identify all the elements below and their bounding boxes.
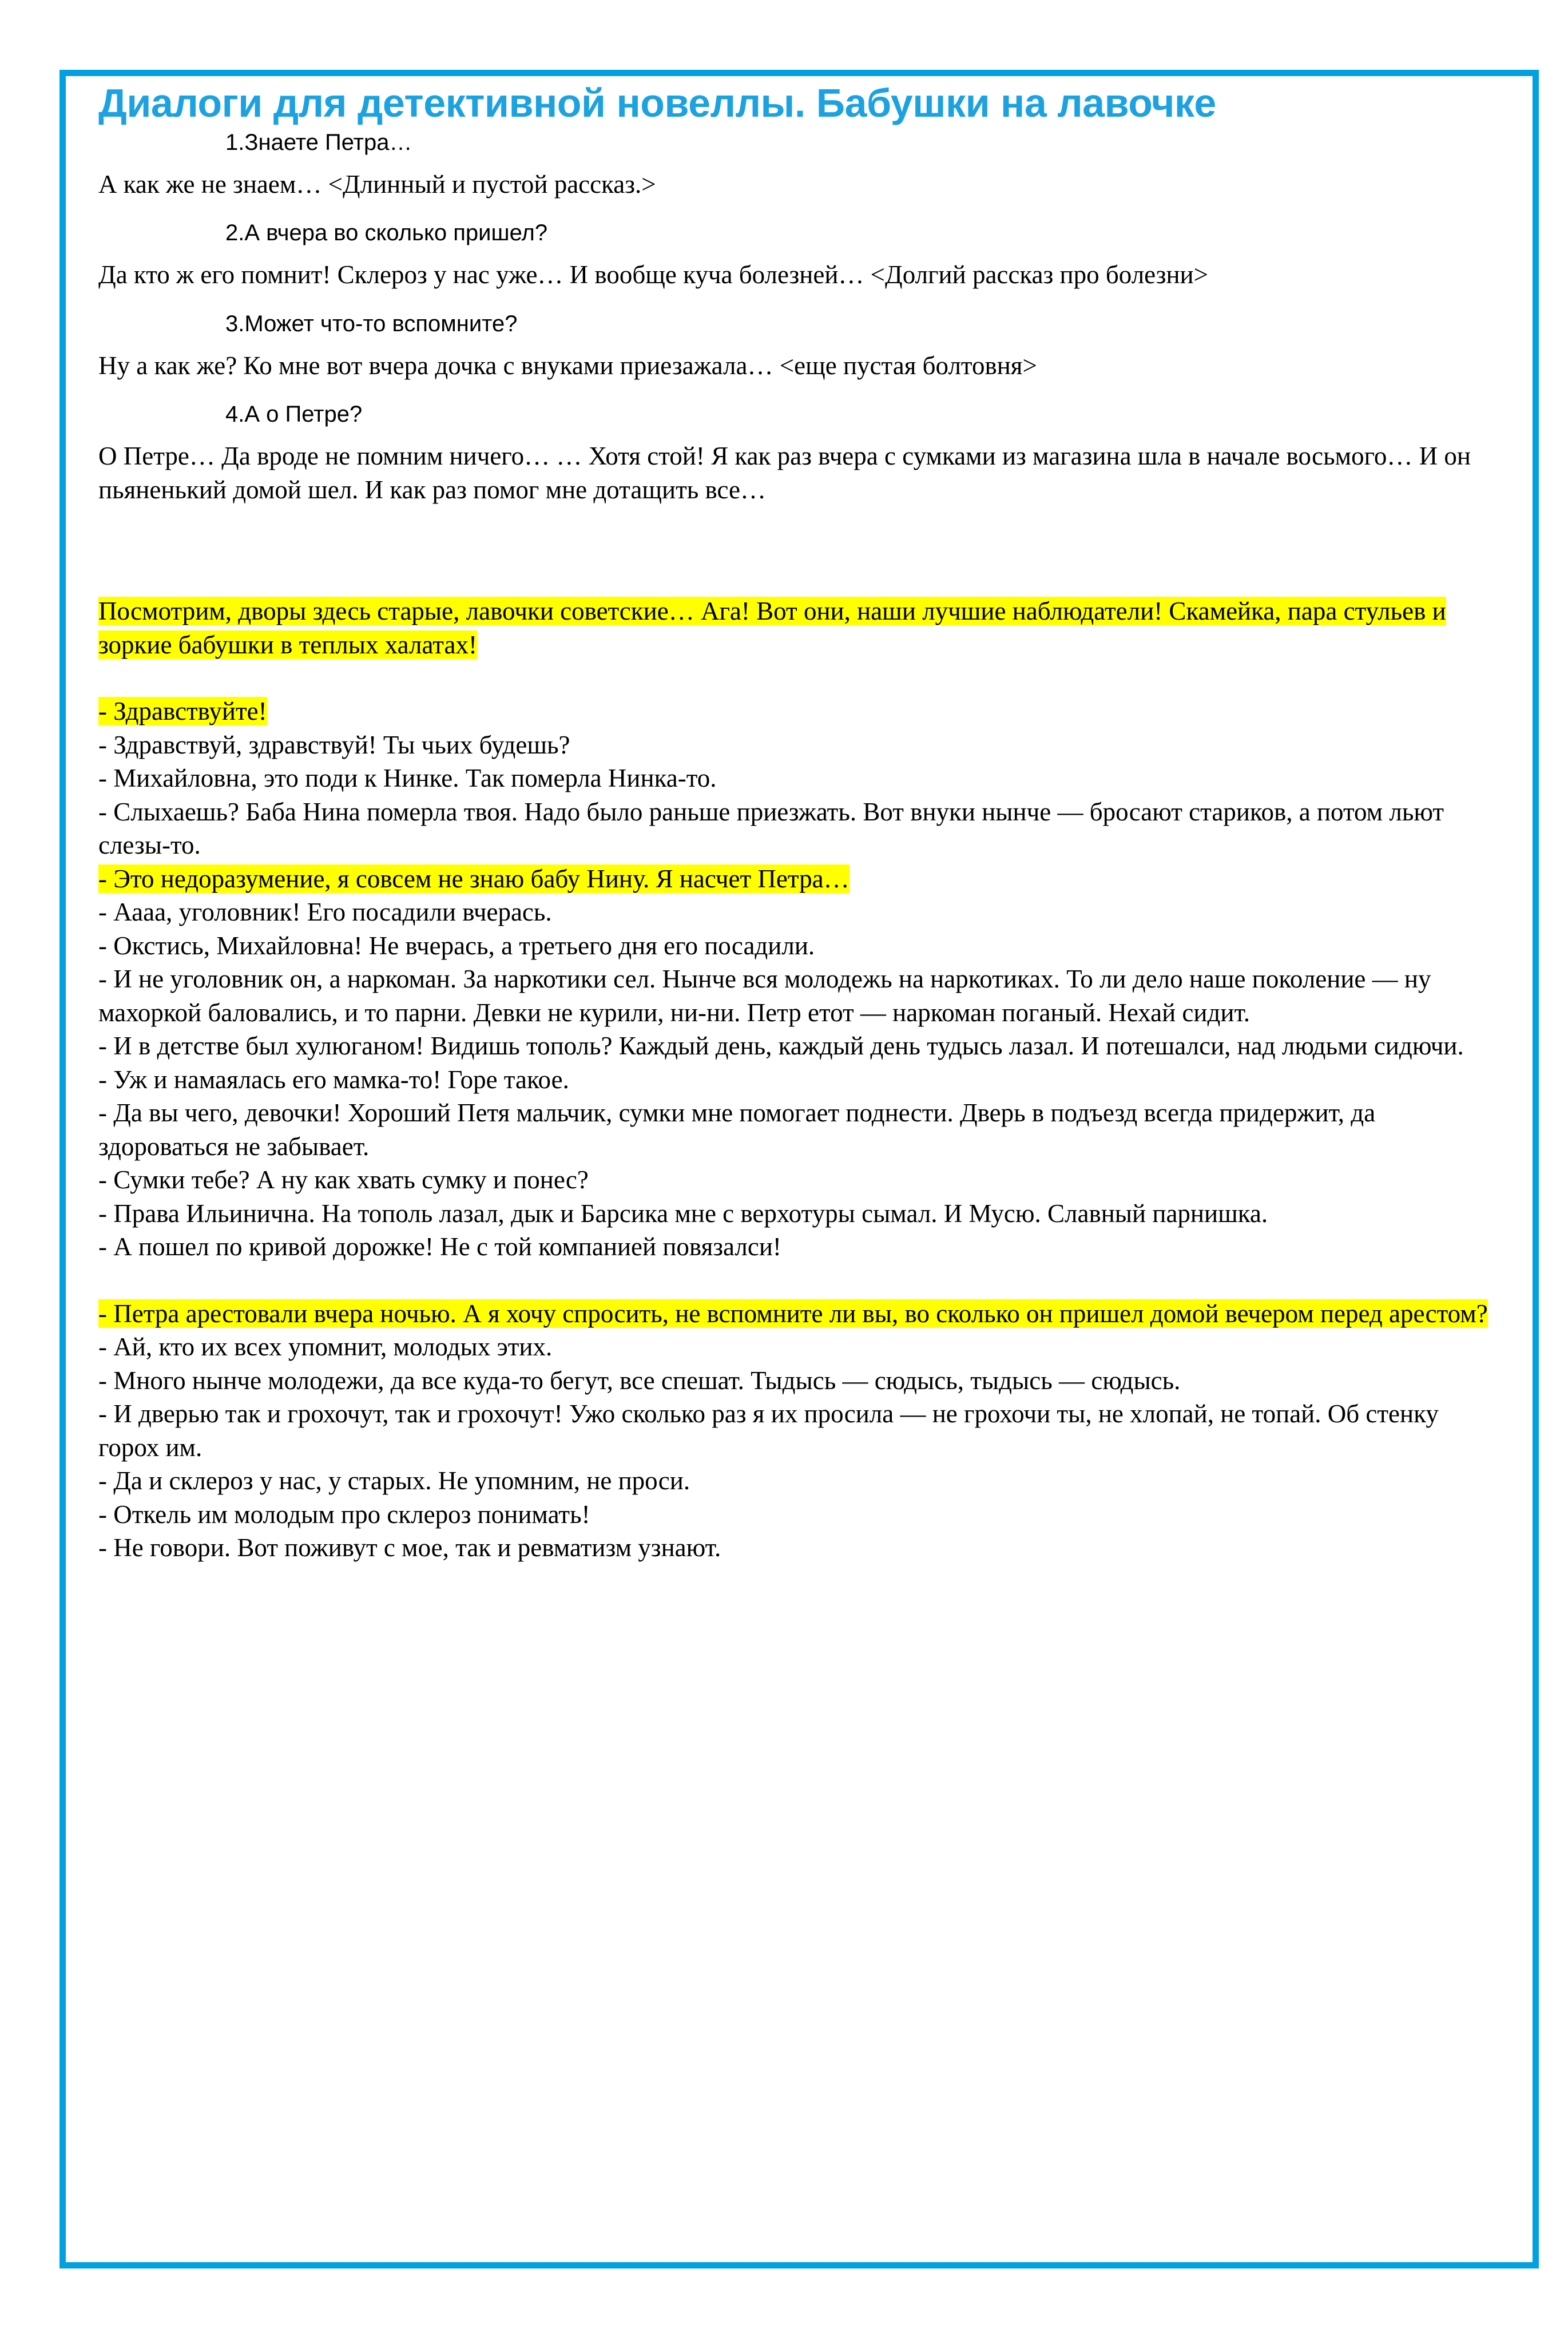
scene-narration-text: Посмотрим, дворы здесь старые, лавочки советские… Ага! Вот они, наши лучшие наблюдатели! Скамейка, пара стульев и зоркие бабушки в теплых халатах! — [98, 597, 1446, 659]
dialogue-line-text: - Права Ильинична. На тополь лазал, дык и Барсика мне с верхотуры сымал. И Мусю. Славный парнишка. — [98, 1199, 1268, 1228]
dialogue-line — [98, 1397, 1505, 1464]
interview-question: 3.Может что-то вспомните? — [225, 311, 518, 336]
dialogue-line-text: - Уж и намаялась его мамка-то! Горе такое. — [98, 1065, 569, 1094]
dialogue-line — [98, 1163, 1505, 1197]
page-title: Диалоги для детективной новеллы. Бабушки на лавочке — [98, 81, 1216, 125]
interview-answer: А как же не знаем… <Длинный и пустой рассказ.> — [98, 169, 656, 199]
dialogue-line — [98, 929, 1505, 963]
dialogue-line-text: - Не говори. Вот поживут с мое, так и ревматизм узнают. — [98, 1533, 721, 1562]
section-spacer — [98, 521, 1505, 594]
dialogue-line-text: - И дверью так и грохочут, так и грохочут! Ужо сколько раз я их просила — не грохочи ты, не хлопай, не топай. Об стенку горох им. — [98, 1399, 1439, 1462]
dialogue-line — [98, 1297, 1505, 1331]
dialogue-line — [98, 1096, 1505, 1163]
dialogue-line-text: - Откель им молодым про склероз понимать! — [98, 1500, 590, 1529]
paragraph-spacer — [98, 1264, 1505, 1297]
dialogue-line-highlighted: - Здравствуйте! — [98, 697, 267, 726]
slide-frame — [59, 70, 1539, 2268]
dialogue-line — [98, 895, 1505, 929]
dialogue-line-text: - Ай, кто их всех упомнит, молодых этих. — [98, 1332, 553, 1362]
interview-answer: О Петре… Да вроде не помним ничего… … Хотя стой! Я как раз вчера с сумками из магазина шла в начале восьмого… И он пьяненький домой шел. И как раз помог мне дотащить все… — [98, 442, 1471, 504]
dialogue-line — [98, 1197, 1505, 1231]
dialogue-line-text: - Окстись, Михайловна! Не вчерась, а третьего дня его посадили. — [98, 931, 815, 960]
dialogue-block-second — [98, 1297, 1505, 1565]
dialogue-line-text: - Аааа, уголовник! Его посадили вчерась. — [98, 898, 552, 927]
interview-question: 4.А о Петре? — [225, 402, 363, 427]
dialogue-line — [98, 1464, 1505, 1498]
dialogue-line — [98, 1364, 1505, 1398]
scene-narration — [98, 594, 1505, 661]
dialogue-line-text: - И в детстве был хулюганом! Видишь тополь? Каждый день, каждый день тудысь лазал. И потешалси, над людьми сидючи. — [98, 1032, 1464, 1061]
interview-block — [98, 128, 1505, 507]
dialogue-line-highlighted: - Это недоразумение, я совсем не знаю бабу Нину. Я насчет Петра… — [98, 864, 850, 893]
interview-answer: Да кто ж его помнит! Склероз у нас уже… И вообще куча болезней… <Долгий рассказ про болезни> — [98, 260, 1208, 289]
interview-answer: Ну а как же? Ко мне вот вчера дочка с внуками приезажала… <еще пустая болтовня> — [98, 351, 1037, 380]
dialogue-line-text: - Сумки тебе? А ну как хвать сумку и понес? — [98, 1165, 589, 1195]
dialogue-line-text: - Да вы чего, девочки! Хороший Петя мальчик, сумки мне помогает поднести. Дверь в подъезд всегда придержит, да здороваться не забывает. — [98, 1098, 1376, 1161]
dialogue-line — [98, 1063, 1505, 1097]
dialogue-block-first — [98, 695, 1505, 1264]
interview-question: 2.А вчера во сколько пришел? — [225, 220, 548, 246]
dialogue-line — [98, 1230, 1505, 1264]
dialogue-line-text: - И не уголовник он, а наркоман. За наркотики сел. Нынче вся молодежь на наркотиках. То ли дело наше поколение — ну махоркой баловались, и то парни. Девки не курили, ни-ни. Петр етот — наркоман поганый. Нехай сидит. — [98, 965, 1431, 1027]
dialogue-line-text: - Слыхаешь? Баба Нина померла твоя. Надо было раньше приезжать. Вот внуки нынче — бросают стариков, а потом льют слезы-то. — [98, 797, 1444, 860]
dialogue-line-highlighted: - Петра арестовали вчера ночью. А я хочу спросить, не вспомните ли вы, во сколько он пришел домой вечером перед арестом? — [98, 1299, 1488, 1328]
dialogue-line — [98, 1330, 1505, 1364]
paragraph-spacer — [98, 661, 1505, 695]
dialogue-line — [98, 1531, 1505, 1565]
dialogue-line — [98, 728, 1505, 762]
interview-question: 1.Знаете Петра… — [225, 129, 412, 155]
dialogue-line-text: - А пошел по кривой дорожке! Не с той компанией повязалси! — [98, 1232, 781, 1262]
dialogue-line — [98, 695, 1505, 728]
scene-narration-block — [98, 594, 1505, 661]
dialogue-line — [98, 795, 1505, 862]
dialogue-line — [98, 1029, 1505, 1063]
dialogue-line-text: - Михайловна, это поди к Нинке. Так померла Нинка-то. — [98, 764, 717, 793]
dialogue-line — [98, 962, 1505, 1029]
dialogue-line — [98, 1498, 1505, 1532]
dialogue-line-text: - Здравствуй, здравствуй! Ты чьих будешь? — [98, 730, 570, 759]
dialogue-line — [98, 862, 1505, 896]
slide-content — [98, 82, 1505, 1565]
dialogue-line-text: - Да и склероз у нас, у старых. Не упомним, не проси. — [98, 1466, 690, 1496]
dialogue-line-text: - Много нынче молодежи, да все куда-то бегут, все спешат. Тыдысь — сюдысь, тыдысь — сюдысь. — [98, 1366, 1181, 1395]
dialogue-line — [98, 761, 1505, 795]
